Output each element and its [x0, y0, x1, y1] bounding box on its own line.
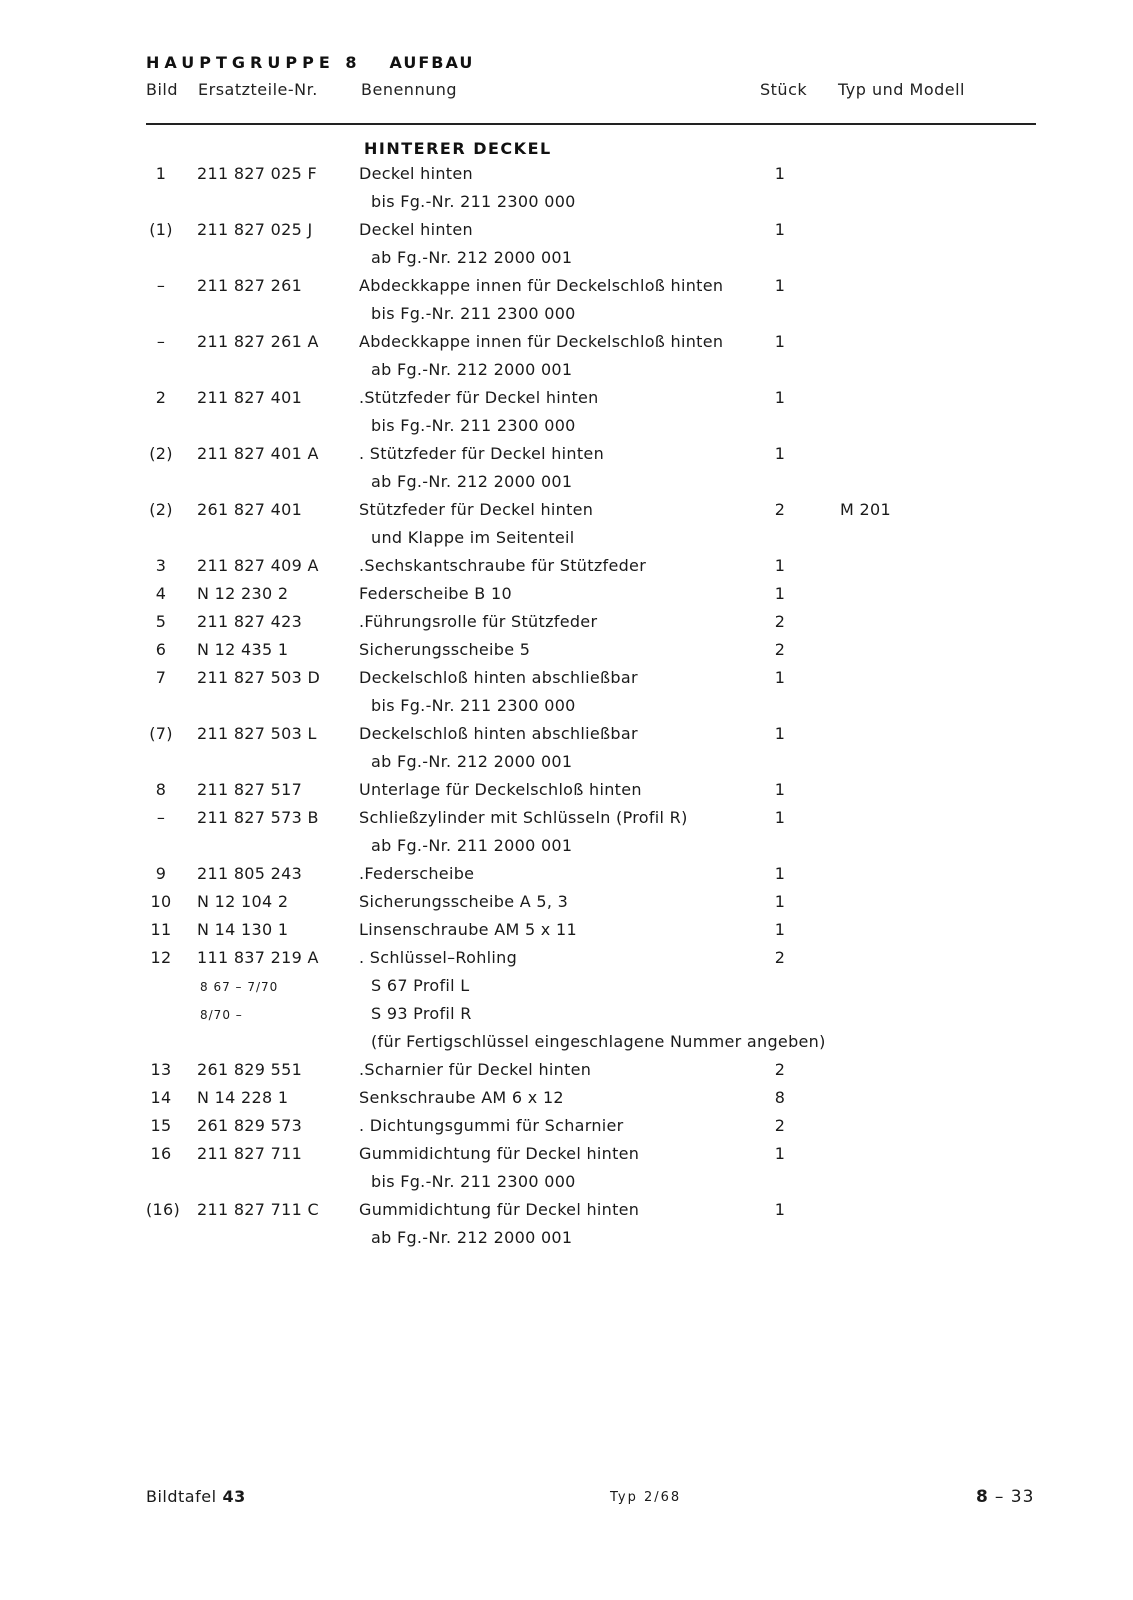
cell-part-number: N 12 230 2 — [197, 584, 289, 603]
cell-bild: (7) — [149, 724, 173, 743]
cell-bild: 7 — [155, 668, 167, 687]
cell-quantity: 2 — [774, 948, 786, 967]
table-row — [0, 888, 1133, 916]
cell-quantity: 1 — [774, 556, 786, 575]
table-row — [0, 384, 1133, 412]
cell-part-number: N 12 435 1 — [197, 640, 289, 659]
cell-name: bis Fg.-Nr. 211 2300 000 — [371, 416, 576, 435]
page-group: 8 — [976, 1487, 989, 1507]
page-sub-number: – 33 — [994, 1487, 1035, 1507]
cell-part-number: N 12 104 2 — [197, 892, 289, 911]
cell-quantity: 1 — [774, 1144, 786, 1163]
cell-name: . Stützfeder für Deckel hinten — [359, 444, 605, 463]
cell-name: Deckel hinten — [359, 164, 473, 183]
cell-part-number: 261 829 551 — [197, 1060, 303, 1079]
cell-bild: 11 — [150, 920, 172, 939]
cell-part-number: 211 827 517 — [197, 780, 303, 799]
cell-name: .Führungsrolle für Stützfeder — [359, 612, 598, 631]
cell-name: . Dichtungsgummi für Scharnier — [359, 1116, 624, 1135]
column-header-bild: Bild — [146, 80, 179, 99]
cell-quantity: 1 — [774, 388, 786, 407]
table-row — [0, 832, 1133, 860]
cell-bild: 15 — [150, 1116, 172, 1135]
table-row — [0, 216, 1133, 244]
cell-name: ab Fg.-Nr. 212 2000 001 — [371, 1228, 573, 1247]
cell-part-number: 211 827 401 A — [197, 444, 319, 463]
table-row — [0, 916, 1133, 944]
table-row — [0, 1084, 1133, 1112]
cell-name: .Scharnier für Deckel hinten — [359, 1060, 592, 1079]
section-title: HINTERER DECKEL — [364, 139, 552, 158]
cell-quantity: 1 — [774, 444, 786, 463]
table-row — [0, 1140, 1133, 1168]
cell-quantity: 1 — [774, 892, 786, 911]
cell-quantity: 1 — [774, 1200, 786, 1219]
cell-name: bis Fg.-Nr. 211 2300 000 — [371, 192, 576, 211]
cell-name: Gummidichtung für Deckel hinten — [359, 1144, 640, 1163]
table-row — [0, 328, 1133, 356]
cell-name: S 67 Profil L — [371, 976, 470, 995]
cell-part-number: 211 805 243 — [197, 864, 303, 883]
cell-bild: – — [156, 808, 166, 827]
table-row — [0, 244, 1133, 272]
table-row — [0, 1112, 1133, 1140]
table-row — [0, 440, 1133, 468]
cell-quantity: 1 — [774, 164, 786, 183]
cell-name: bis Fg.-Nr. 211 2300 000 — [371, 696, 576, 715]
table-row — [0, 272, 1133, 300]
cell-name: ab Fg.-Nr. 212 2000 001 — [371, 248, 573, 267]
cell-name: Abdeckkappe innen für Deckelschloß hinten — [359, 332, 724, 351]
cell-name: .Federscheibe — [359, 864, 475, 883]
table-row — [0, 300, 1133, 328]
cell-quantity: 1 — [774, 584, 786, 603]
cell-name: Federscheibe B 10 — [359, 584, 512, 603]
cell-name: Abdeckkappe innen für Deckelschloß hinten — [359, 276, 724, 295]
table-row — [0, 692, 1133, 720]
cell-part-number: 111 837 219 A — [197, 948, 319, 967]
page-number — [976, 1487, 1034, 1507]
table-row — [0, 412, 1133, 440]
cell-part-number: 211 827 503 D — [197, 668, 321, 687]
cell-bild: (2) — [149, 444, 173, 463]
cell-name: Linsenschraube AM 5 x 11 — [359, 920, 577, 939]
group-number: HAUPTGRUPPE 8 — [146, 53, 362, 72]
table-row — [0, 580, 1133, 608]
cell-name: Sicherungsscheibe 5 — [359, 640, 531, 659]
cell-part-number: 211 827 025 J — [197, 220, 313, 239]
table-row — [0, 524, 1133, 552]
cell-quantity: 1 — [774, 808, 786, 827]
cell-bild: – — [156, 276, 166, 295]
table-row — [0, 860, 1133, 888]
cell-part-number: 211 827 573 B — [197, 808, 319, 827]
parts-table — [0, 160, 1133, 1252]
cell-bild: 1 — [155, 164, 167, 183]
cell-part-number: 211 827 711 C — [197, 1200, 319, 1219]
table-row — [0, 804, 1133, 832]
column-header-quantity: Stück — [760, 80, 808, 99]
cell-bild: 8 — [155, 780, 167, 799]
cell-name: Unterlage für Deckelschloß hinten — [359, 780, 642, 799]
cell-name: ab Fg.-Nr. 212 2000 001 — [371, 752, 573, 771]
bildtafel-number: 43 — [222, 1487, 246, 1506]
table-row — [0, 664, 1133, 692]
table-row — [0, 972, 1133, 1000]
cell-name: bis Fg.-Nr. 211 2300 000 — [371, 304, 576, 323]
column-header-type-model: Typ und Modell — [838, 80, 965, 99]
table-row — [0, 944, 1133, 972]
table-row — [0, 636, 1133, 664]
cell-bild: 3 — [155, 556, 167, 575]
table-row — [0, 1028, 1133, 1056]
cell-quantity: 2 — [774, 612, 786, 631]
cell-bild: (2) — [149, 500, 173, 519]
cell-part-number: N 14 228 1 — [197, 1088, 289, 1107]
cell-part-number: 211 827 503 L — [197, 724, 317, 743]
cell-name: (für Fertigschlüssel eingeschlagene Nummer angeben) — [371, 1032, 826, 1051]
cell-part-number: 211 827 261 A — [197, 332, 319, 351]
cell-part-number: 211 827 401 — [197, 388, 303, 407]
table-row — [0, 160, 1133, 188]
cell-name: Gummidichtung für Deckel hinten — [359, 1200, 640, 1219]
column-header-part-number: Ersatzteile-Nr. — [198, 80, 318, 99]
cell-bild: 14 — [150, 1088, 172, 1107]
table-row — [0, 1168, 1133, 1196]
cell-name: Stützfeder für Deckel hinten — [359, 500, 594, 519]
cell-name: Deckelschloß hinten abschließbar — [359, 724, 638, 743]
cell-quantity: 1 — [774, 332, 786, 351]
cell-quantity: 1 — [774, 220, 786, 239]
table-row — [0, 356, 1133, 384]
table-row — [0, 468, 1133, 496]
table-row — [0, 1000, 1133, 1028]
cell-name: und Klappe im Seitenteil — [371, 528, 575, 547]
cell-quantity: 2 — [774, 1060, 786, 1079]
bildtafel-label: Bildtafel — [146, 1487, 217, 1506]
cell-bild: 5 — [155, 612, 167, 631]
table-row — [0, 608, 1133, 636]
footer-bildtafel — [146, 1487, 246, 1506]
table-row — [0, 1224, 1133, 1252]
cell-name: Deckel hinten — [359, 220, 473, 239]
cell-bild: 6 — [155, 640, 167, 659]
cell-quantity: 1 — [774, 780, 786, 799]
cell-part-number: 261 829 573 — [197, 1116, 303, 1135]
main-group-title — [146, 53, 474, 72]
cell-name: ab Fg.-Nr. 212 2000 001 — [371, 472, 573, 491]
cell-name: .Stützfeder für Deckel hinten — [359, 388, 599, 407]
cell-name: Senkschraube AM 6 x 12 — [359, 1088, 564, 1107]
table-row — [0, 188, 1133, 216]
cell-name: ab Fg.-Nr. 211 2000 001 — [371, 836, 573, 855]
cell-date-range: 8/70 – — [200, 1008, 243, 1022]
cell-name: Schließzylinder mit Schlüsseln (Profil R) — [359, 808, 688, 827]
cell-name: Deckelschloß hinten abschließbar — [359, 668, 638, 687]
header-divider — [146, 123, 1036, 125]
table-row — [0, 720, 1133, 748]
cell-quantity: 2 — [774, 1116, 786, 1135]
table-row — [0, 1196, 1133, 1224]
cell-date-range: 8 67 – 7/70 — [200, 980, 279, 994]
cell-name: .Sechskantschraube für Stützfeder — [359, 556, 647, 575]
cell-part-number: 211 827 409 A — [197, 556, 319, 575]
table-row — [0, 1056, 1133, 1084]
table-row — [0, 776, 1133, 804]
cell-quantity: 2 — [774, 500, 786, 519]
cell-bild: 12 — [150, 948, 172, 967]
cell-part-number: 211 827 261 — [197, 276, 303, 295]
cell-bild: (16) — [146, 1200, 181, 1219]
cell-part-number: N 14 130 1 — [197, 920, 289, 939]
cell-bild: – — [156, 332, 166, 351]
cell-part-number: 211 827 711 — [197, 1144, 303, 1163]
table-row — [0, 748, 1133, 776]
cell-name: S 93 Profil R — [371, 1004, 472, 1023]
footer-type: Typ 2/68 — [610, 1490, 682, 1505]
cell-bild: 2 — [155, 388, 167, 407]
cell-quantity: 1 — [774, 276, 786, 295]
cell-quantity: 1 — [774, 668, 786, 687]
table-row — [0, 496, 1133, 524]
cell-name: . Schlüssel–Rohling — [359, 948, 518, 967]
cell-name: Sicherungsscheibe A 5, 3 — [359, 892, 569, 911]
cell-quantity: 2 — [774, 640, 786, 659]
column-header-name: Benennung — [361, 80, 458, 99]
cell-name: ab Fg.-Nr. 212 2000 001 — [371, 360, 573, 379]
cell-quantity: 8 — [774, 1088, 786, 1107]
cell-quantity: 1 — [774, 920, 786, 939]
cell-part-number: 261 827 401 — [197, 500, 303, 519]
cell-bild: (1) — [149, 220, 173, 239]
cell-part-number: 211 827 025 F — [197, 164, 317, 183]
group-name: AUFBAU — [389, 53, 475, 72]
table-row — [0, 552, 1133, 580]
cell-bild: 10 — [150, 892, 172, 911]
cell-type-model: M 201 — [840, 500, 891, 519]
cell-part-number: 211 827 423 — [197, 612, 303, 631]
cell-bild: 4 — [155, 584, 167, 603]
cell-quantity: 1 — [774, 724, 786, 743]
cell-bild: 16 — [150, 1144, 172, 1163]
cell-name: bis Fg.-Nr. 211 2300 000 — [371, 1172, 576, 1191]
cell-bild: 9 — [155, 864, 167, 883]
cell-quantity: 1 — [774, 864, 786, 883]
cell-bild: 13 — [150, 1060, 172, 1079]
